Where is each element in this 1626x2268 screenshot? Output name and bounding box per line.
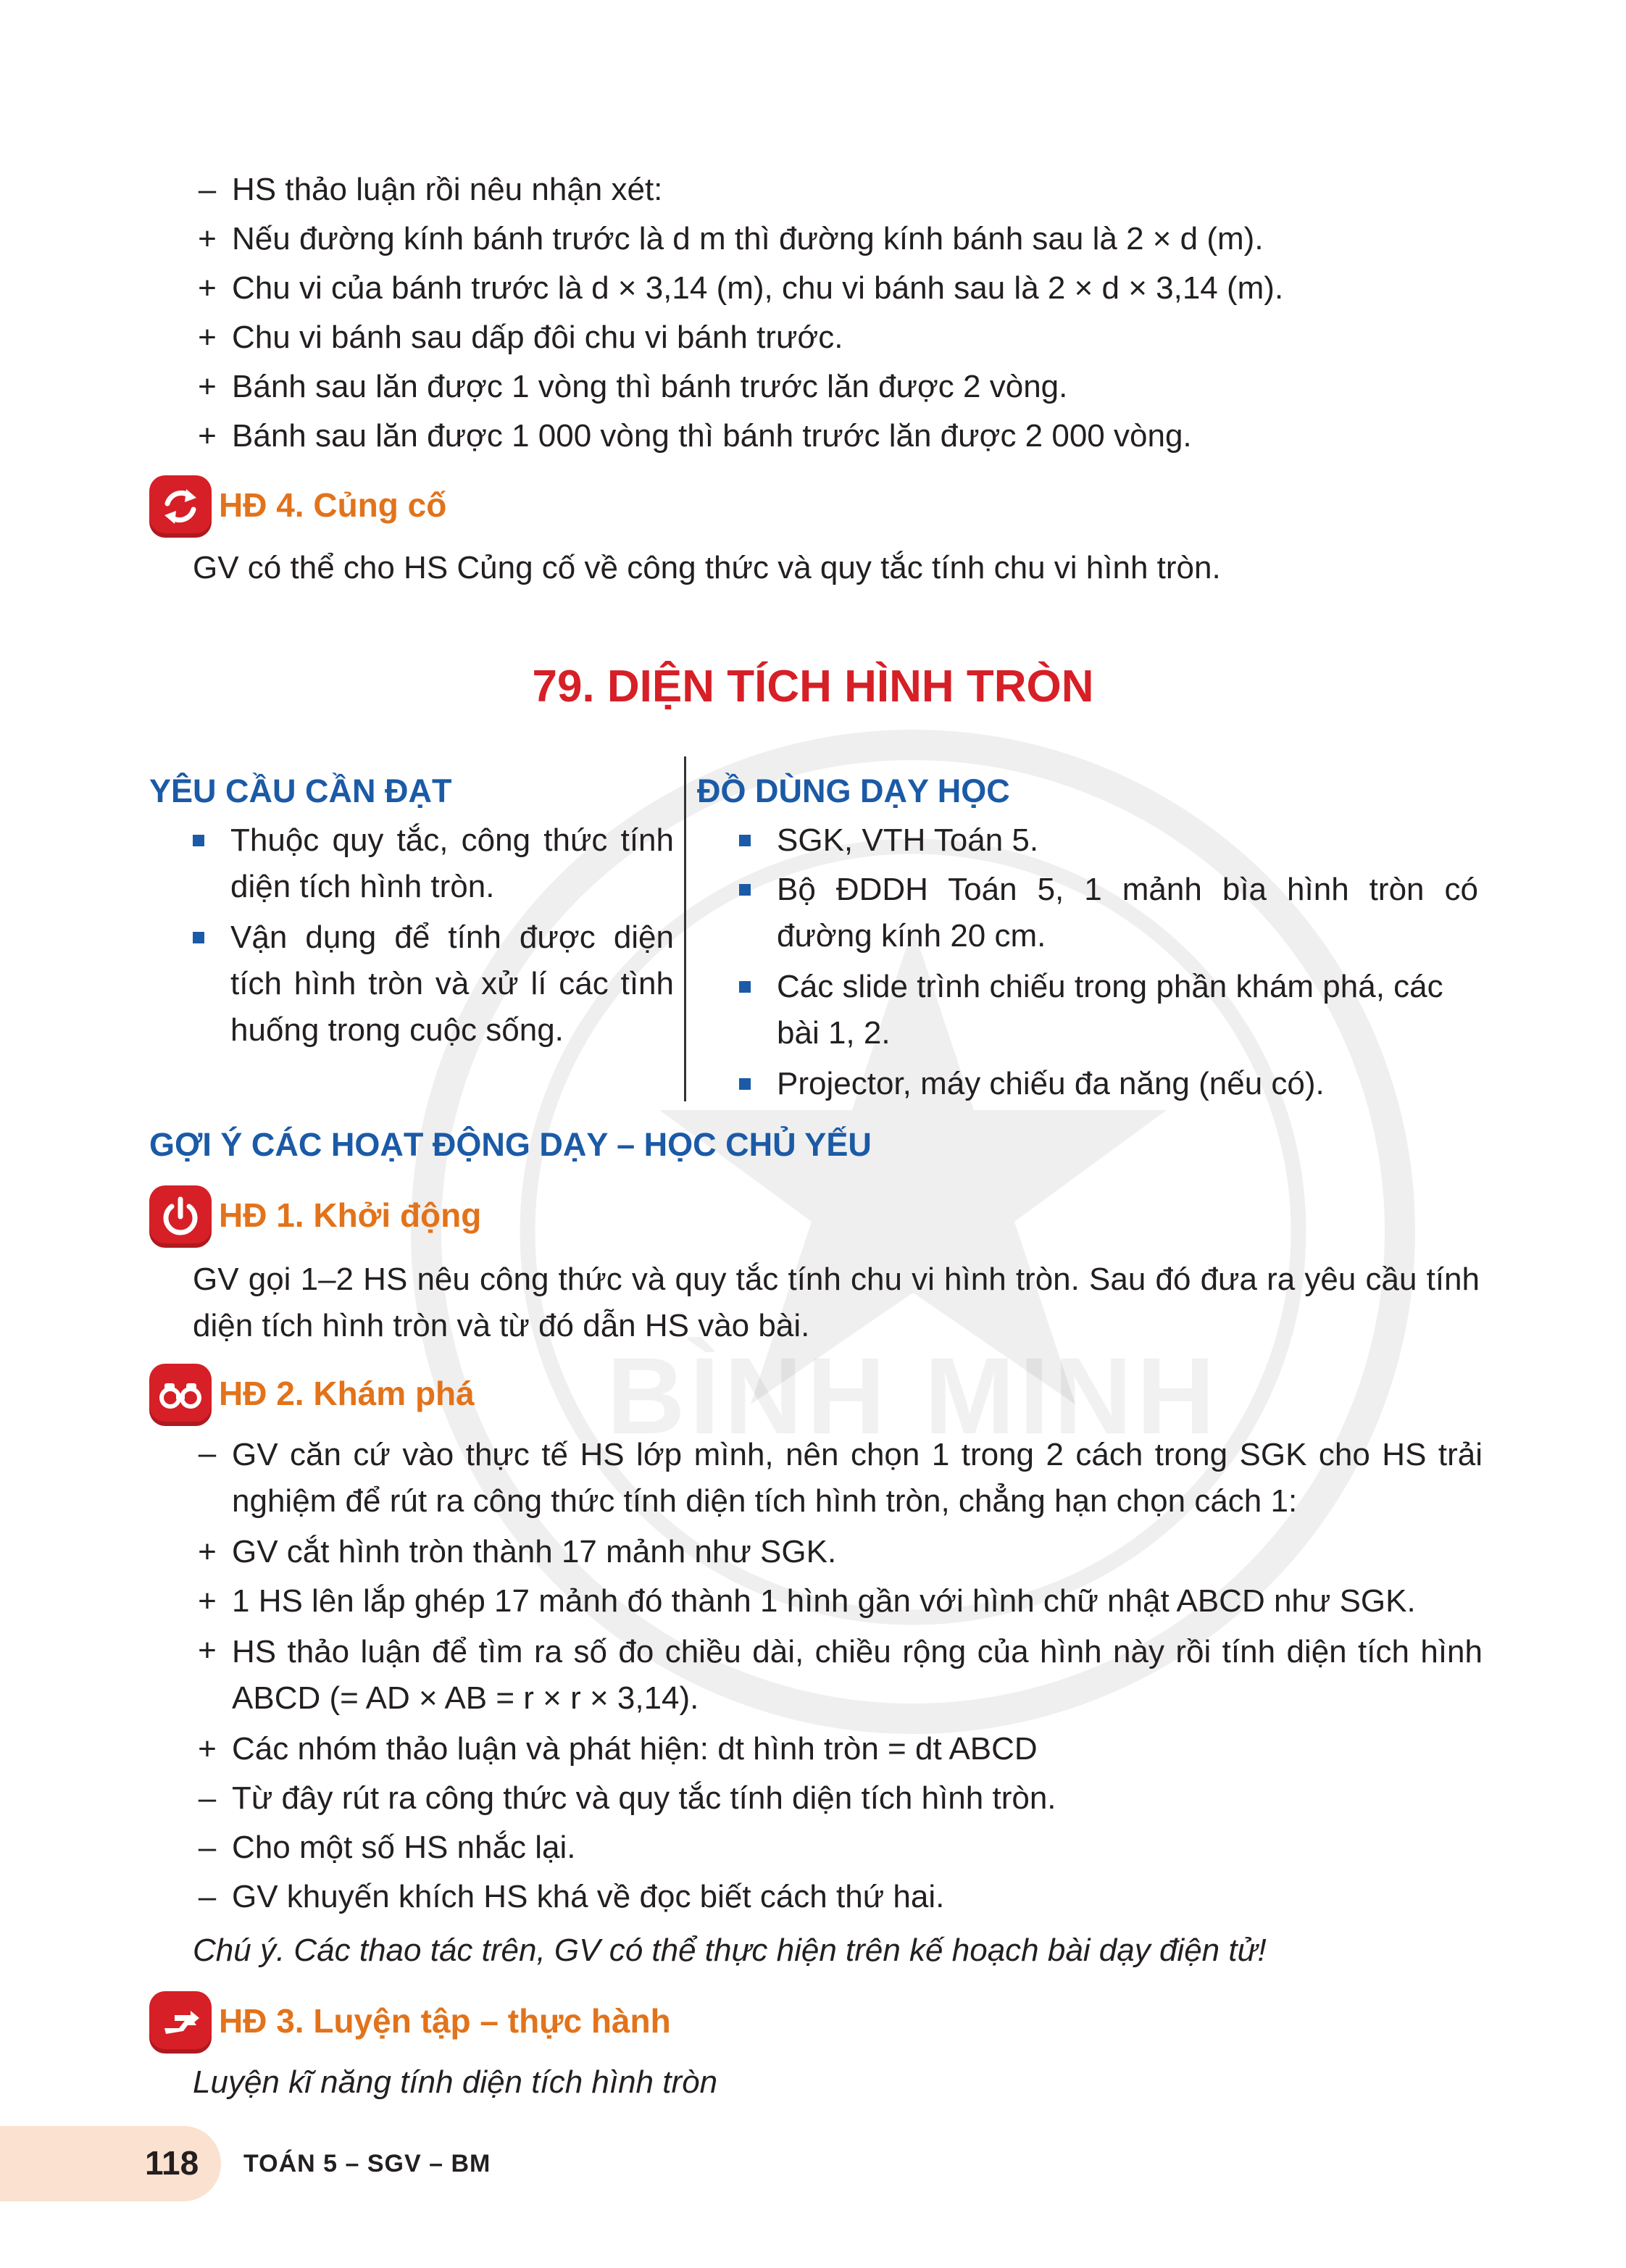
- watermark-text: BÌNH MINH: [606, 1335, 1220, 1456]
- hd3-label: HĐ 3. Luyện tập – thực hành: [219, 2002, 671, 2040]
- requirement-item: Thuộc quy tắc, công thức tính diện tích hình tròn.: [193, 817, 674, 912]
- bullet-square-icon: [739, 835, 751, 846]
- lesson-title: 79. DIỆN TÍCH HÌNH TRÒN: [532, 662, 1094, 712]
- bullet-square-icon: [193, 932, 204, 943]
- power-icon: [149, 1185, 212, 1248]
- requirements-heading: YÊU CẦU CẦN ĐẠT: [149, 772, 452, 809]
- hd4-text: GV có thể cho HS Củng cố về công thức và quy tắc tính chu vi hình tròn.: [193, 550, 1221, 585]
- hd3-text: Luyện kĩ năng tính diện tích hình tròn: [193, 2064, 718, 2100]
- page-number: 118: [145, 2144, 199, 2182]
- list-item: + HS thảo luận để tìm ra số đo chiều dài, chiều rộng của hình này rồi tính diện tích hình ABCD (= AD × AB = r × r × 3,14).: [198, 1633, 1483, 1716]
- activities-heading: GỢI Ý CÁC HOẠT ĐỘNG DẠY – HỌC CHỦ YẾU: [149, 1126, 872, 1163]
- requirement-item: Vận dụng để tính được diện tích hình tròn và xử lí các tình huống trong cuộc sống.: [193, 914, 674, 1056]
- document-page: BÌNH MINH – HS thảo luận rồi nêu nhận xét: + Nếu đường kính bánh trước là d m thì đường kính bánh sau là 2 × d (m). + Chu vi của bánh trước là d × 3,14 (m), chu vi bánh sau là 2 × d × 3,14 (m). + Chu vi bánh sau dấp đôi chu vi bánh trước. + Bánh sau lăn được 1 vòng thì bánh trước lăn được 2 vòng. + Bánh sau lăn được 1 000 vòng thì bánh trước lăn được 2 000 vòng. HĐ 4. Củng cố GV có thể cho HS Củng cố về công thức và quy tắc tính chu vi hình tròn. 79. DIỆN TÍCH HÌNH TRÒN YÊU CẦU CẦN ĐẠT Thuộc quy tắc, công thức tính diện tích hình tròn. Vận dụng để tính được diện tích hình tròn và xử lí các tình huống trong cuộc sống. ĐỒ DÙNG DẠY HỌC SGK, VTH Toán 5. Bộ ĐDDH Toán 5, 1 mảnh bìa hình tròn có đường kính 20 cm. Các slide trình chiếu trong phần khám phá, các bài 1, 2. Projector, máy chiếu đa năng (nếu có). GỢI Ý CÁC HOẠT ĐỘNG DẠY – HỌC CHỦ YẾU HĐ 1. Khởi động GV gọi 1–2 HS nêu công thức và quy tắc tính chu vi hình tròn. Sau đó đưa ra yêu cầu tính diện tích hình tròn và từ đó dẫn HS vào bài. HĐ 2. Khám phá – GV căn cứ vào thực tế HS lớp mình, nên chọn 1 trong 2 cách trong SGK cho HS trải nghiệm để rút ra công thức tính diện tích hình tròn, chẳng hạn chọn cách 1: + GV cắt hình tròn thành 17 mảnh như SGK. + 1 HS lên lắp ghép 17 mảnh đó thành 1 hình gần với hình chữ nhật ABCD như SGK. + HS thảo luận để tìm ra số đo chiều dài, chiều rộng của hình này rồi tính diện tích hình ABCD (= AD × AB = r × r × 3,14). + Các nhóm thảo luận và phát hiện: dt hình tròn = dt ABCD – Từ đây rút ra công thức và quy tắc tính diện tích hình tròn. – Cho một số HS nhắc lại. – GV khuyến khích HS khá về đọc biết cách thứ hai. Chú ý. Các thao tác trên, GV có thể thực hiện trên kế hoạch bài dạy điện tử! HĐ 3. Luyện tập – thực hành Luyện kĩ năng tính diện tích hình tròn 118 TOÁN 5 – SGV – BM: [0, 0, 1626, 2268]
- material-item: Các slide trình chiếu trong phần khám phá, các bài 1, 2.: [739, 964, 1478, 1058]
- binoculars-icon: [149, 1364, 212, 1426]
- hand-icon: [149, 1991, 212, 2054]
- bullet-square-icon: [739, 884, 751, 896]
- material-item: Bộ ĐDDH Toán 5, 1 mảnh bìa hình tròn có đường kính 20 cm.: [739, 867, 1478, 961]
- hd2-label: HĐ 2. Khám phá: [219, 1375, 475, 1412]
- bullet-square-icon: [193, 835, 204, 846]
- material-item: SGK, VTH Toán 5.: [739, 817, 1478, 864]
- refresh-icon: [149, 475, 212, 538]
- hd2-note: Chú ý. Các thao tác trên, GV có thể thực hiện trên kế hoạch bài dạy điện tử!: [193, 1933, 1267, 1968]
- hd1-text: GV gọi 1–2 HS nêu công thức và quy tắc tính chu vi hình tròn. Sau đó đưa ra yêu cầu tính diện tích hình tròn và từ đó dẫn HS vào bài.: [193, 1262, 1480, 1343]
- materials-heading: ĐỒ DÙNG DẠY HỌC: [697, 772, 1010, 809]
- footer-label: TOÁN 5 – SGV – BM: [243, 2150, 491, 2177]
- hd4-label: HĐ 4. Củng cố: [219, 486, 447, 524]
- hd1-label: HĐ 1. Khởi động: [219, 1196, 482, 1234]
- bullet-square-icon: [739, 1078, 751, 1090]
- list-item: – GV căn cứ vào thực tế HS lớp mình, nên chọn 1 trong 2 cách trong SGK cho HS trải nghiệm để rút ra công thức tính diện tích hình tròn, chẳng hạn chọn cách 1:: [198, 1435, 1483, 1519]
- column-divider: [684, 756, 686, 1101]
- bullet-square-icon: [739, 981, 751, 993]
- material-item: Projector, máy chiếu đa năng (nếu có).: [739, 1061, 1478, 1107]
